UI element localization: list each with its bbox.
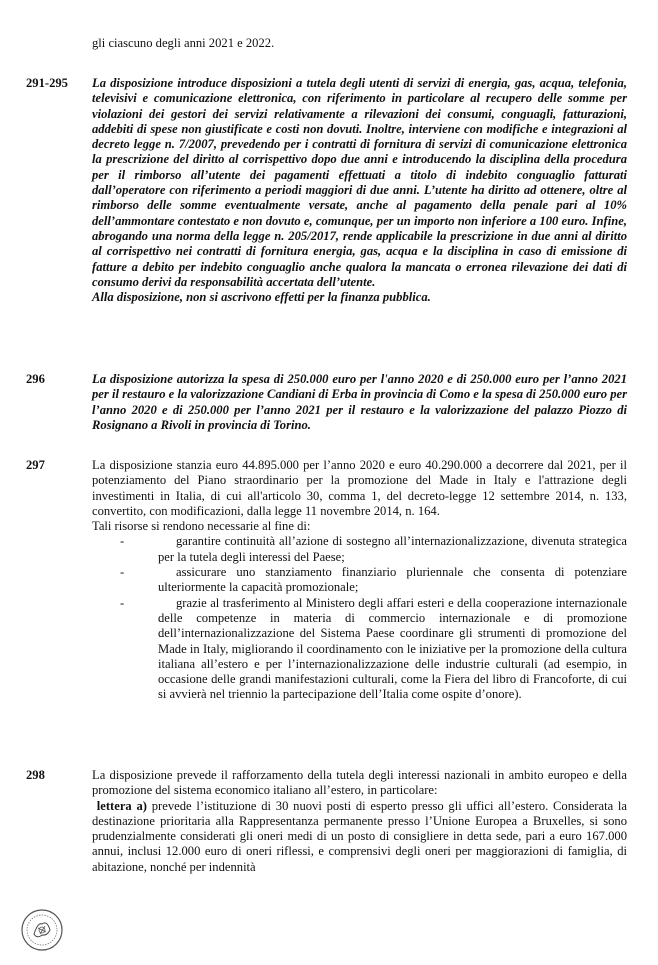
bullet-list: [92, 534, 627, 702]
letter-text: prevede l’istituzione di 30 nuovi posti di esperto presso gli uffici all’estero. Considerata la destinazione prioritaria alla Rappresentanza permanente presso l’Unione Europea a Bruxelles, si sono prudenzialmente considerati gli oneri medi di un posto di consigliere in detta sede, pari a euro 167.000 annui, inclusi 12.000 euro di oneri riflessi, e comprensivi degli oneri per maggiorazioni di famiglia, di abitazione, nonché per indennità: [92, 798, 628, 874]
section-paragraph: La disposizione prevede il rafforzamento della tutela degli interessi nazionali in ambito europeo e della promozione del sistema economico italiano all’estero, in particolare:: [92, 768, 627, 798]
section-number-291-295: 291-295: [26, 76, 68, 90]
list-item-text: garantire continuità all’azione di sostegno all’internazionalizzazione, divenuta strategica per la tutela degli interessi del Paese;: [158, 534, 627, 564]
section-body-297: [92, 458, 627, 703]
section-paragraph: La disposizione stanzia euro 44.895.000 per l’anno 2020 e euro 40.290.000 a decorrere dal 2021, per il potenziamento del Piano straordinario per la promozione del Made in Italy e l'attrazione degli investimenti in Italia, di cui all'articolo 30, comma 1, del decreto-legge 12 settembre 2014, n. 133, convertito, con modificazioni, dalla legge 11 novembre 2014, n. 164.: [92, 458, 627, 518]
official-seal-icon: [20, 908, 64, 952]
section-paragraph: La disposizione autorizza la spesa di 250.000 euro per l'anno 2020 e di 250.000 euro per l’anno 2021 per il restauro e la valorizzazione Candiani di Erba in provincia di Como e la spesa di 250.000 euro per l’anno 2020 e di 250.000 per l’anno 2021 per il restauro e la valorizzazione del palazzo Piozzo di Rosignano a Rivoli in provincia di Torino.: [92, 372, 627, 432]
dash-bullet: -: [120, 595, 125, 610]
continuation-text: gli ciascuno degli anni 2021 e 2022.: [92, 36, 275, 50]
section-body-291-295: [92, 76, 627, 305]
list-item: [92, 596, 627, 703]
section-number-298: 298: [26, 768, 45, 782]
section-body-296: [92, 372, 627, 433]
letter-label: lettera a): [96, 798, 147, 813]
list-item-text: assicurare uno stanziamento finanziario pluriennale che consenta di potenziare ulteriormente la capacità promozionale;: [158, 565, 627, 595]
section-paragraph: La disposizione introduce disposizioni a tutela degli utenti di servizi di energia, gas, acqua, telefonia, televisivi e comunicazione elettronica, con riferimento in particolare al recupero delle somme per violazioni dei gestori dei servizi relativamente a rilevazioni dei consumi, conguagli, fatturazioni, addebiti di spese non giustificate e costi non dovuti. Inoltre, interviene con modifiche e integrazioni al decreto legge n. 7/2007, prevedendo per i contratti di fornitura di servizi di comunicazione elettronica la prescrizione del diritto al corrispettivo dopo due anni e introducendo la disciplina della procedura per il rimborso all’utente dei pagamenti effettuati a titolo di indebito conguaglio fatturati dall’operatore con riferimento a periodi maggiori di due anni. L’utente ha diritto ad ottenere, oltre al rimborso delle somme eventualmente versate, anche al pagamento della penale pari al 10% dell’ammontare contestato e non dovuto e, comunque, per un importo non inferiore a 100 euro. Infine, abrogando una norma della legge n. 205/2017, rende applicabile la prescrizione in due anni al diritto al corrispettivo nei contratti di fornitura energia, gas, acqua e la disciplina in caso di emissione di fatture a debito per indebito conguaglio anche qualora la mancata o erronea rilevazione dei dati di consumo derivi da responsabilità accertata dell’utente.: [92, 76, 627, 289]
list-item-text: grazie al trasferimento al Ministero degli affari esteri e della cooperazione internazionale delle competenze in materia di commercio internazionale e di promozione dell’internazionalizzazione del Sistema Paese coordinare gli strumenti di promozione del Made in Italy, migliorando il coordinamento con le iniziative per la promozione della cultura italiana all’estero e per l’internazionalizzazione delle industrie culturali (ad esempio, in occasione delle grandi manifestazioni culturali, come la Fiera del libro di Francoforte, di cui si avvierà nel triennio la partecipazione dell’Italia come ospite d’onore).: [158, 595, 627, 702]
section-paragraph: Alla disposizione, non si ascrivono effetti per la finanza pubblica.: [92, 290, 431, 305]
section-paragraph: Tali risorse si rendono necessarie al fine di:: [92, 519, 311, 534]
list-item: [92, 534, 627, 565]
section-body-298: [92, 768, 627, 875]
section-number-297: 297: [26, 458, 45, 472]
dash-bullet: -: [120, 534, 125, 549]
letter-paragraph: [92, 799, 627, 875]
section-number-296: 296: [26, 372, 45, 386]
list-item: [92, 565, 627, 596]
dash-bullet: -: [120, 565, 125, 580]
